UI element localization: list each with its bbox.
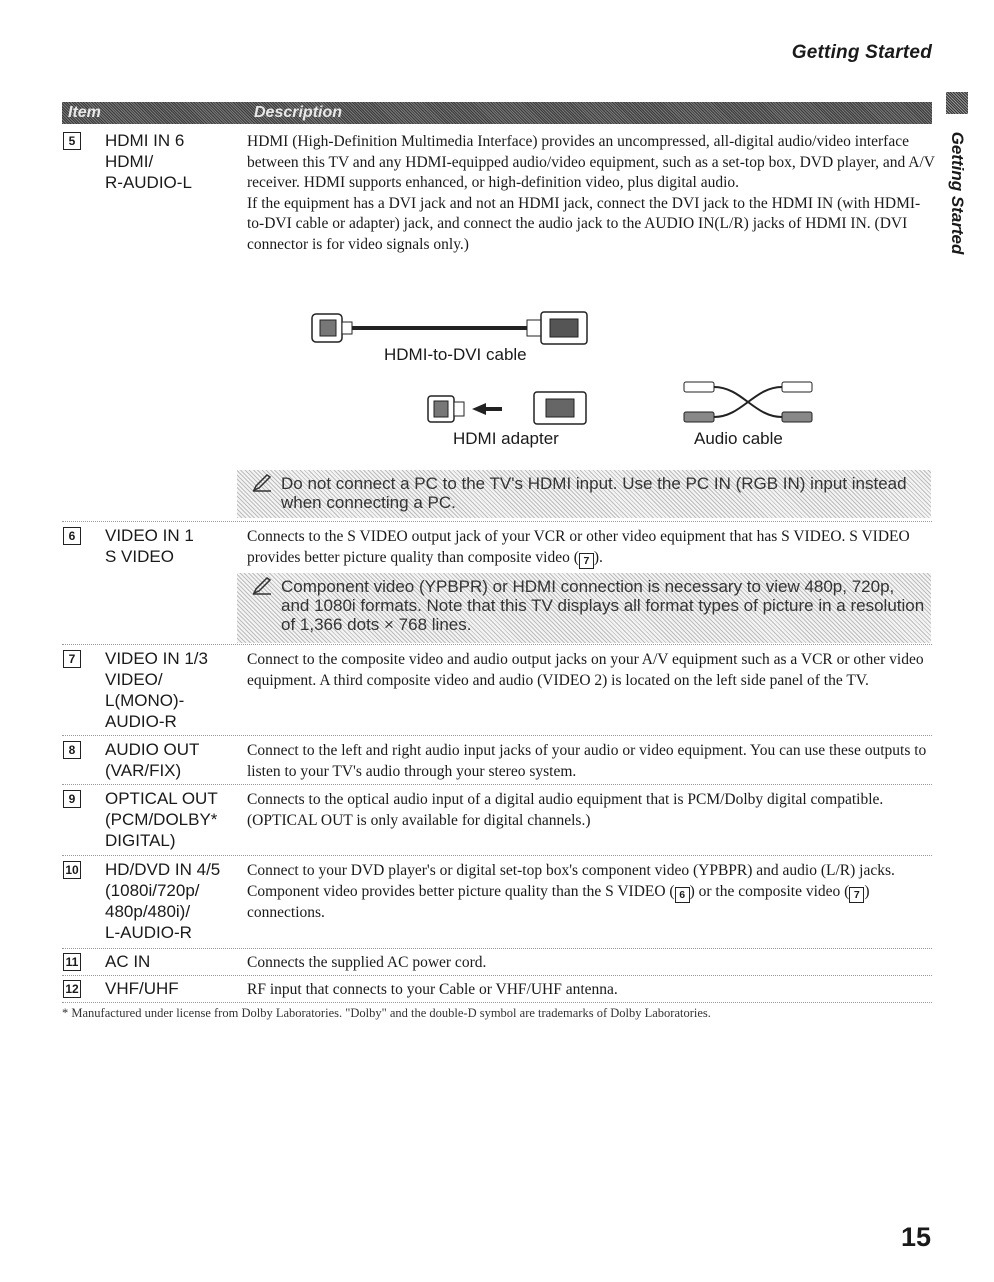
item-name: VHF/UHF [105, 979, 179, 998]
item-name: VIDEO IN 1 S VIDEO [105, 526, 194, 566]
item-description: Connect to the left and right audio input jacks of your audio or video equipment. You can use these outputs to listen to your TV's audio through your stereo system. [247, 742, 927, 780]
item-name: VIDEO IN 1/3 VIDEO/ L(MONO)- AUDIO-R [105, 649, 208, 731]
item-description: RF input that connects to your Cable or VHF/UHF antenna. [247, 981, 618, 998]
column-header-item: Item [68, 104, 101, 121]
item-number-badge: 6 [63, 527, 81, 545]
item-description: HDMI (High-Definition Multimedia Interface) provides an uncompressed, all-digital audio/video interface between this TV and any HDMI-equipped audio/video equipment, such as a set-top box, DVD player, and A/V receiver. HDMI supports enhanced, or high-definition video, plus digital audio. If the equipment has a DVI jack and not an HDMI jack, connect the DVI jack to the HDMI IN (with HDMI-to-DVI cable or adapter) jack, and connect the audio jack to the AUDIO IN(L/R) jacks of HDMI IN. (DVI connector is for video signals only.) [247, 133, 935, 253]
item-name: OPTICAL OUT (PCM/DOLBY* DIGITAL) [105, 789, 218, 850]
audio-cable-label: Audio cable [694, 429, 783, 448]
item-number-badge: 7 [63, 650, 81, 668]
table-row-12 [62, 975, 932, 1003]
item-description: Connect to the composite video and audio output jacks on your A/V equipment such as a VCR or other video equipment. A third composite video and audio (VIDEO 2) is located on the left side panel of the TV. [247, 651, 924, 689]
item-number-badge: 12 [63, 980, 81, 998]
item-number-badge: 8 [63, 741, 81, 759]
hdmi-to-dvi-cable-label: HDMI-to-DVI cable [384, 345, 527, 364]
item-number-badge: 5 [63, 132, 81, 150]
item-number-badge: 10 [63, 861, 81, 879]
table-row-9 [62, 784, 932, 855]
table-row-11 [62, 948, 932, 975]
side-tab-marker [946, 92, 968, 114]
inline-ref-badge: 7 [579, 553, 594, 569]
table-row-10 [62, 855, 932, 948]
page-number: 15 [900, 1222, 931, 1252]
footnote: * Manufactured under license from Dolby Laboratories. "Dolby" and the double-D symbol are trademarks of Dolby Laboratories. [62, 1006, 711, 1020]
item-description: Connects the supplied AC power cord. [247, 954, 487, 971]
column-header-description: Description [254, 104, 343, 121]
table-row-8 [62, 735, 932, 784]
item-description: Connects to the S VIDEO output jack of your VCR or other video equipment that has S VIDEO. S VIDEO provides better picture quality than composite video ( 7 ). [247, 528, 910, 567]
note-component-video: Component video (YPBPR) or HDMI connection is necessary to view 480p, 720p, and 1080i formats. Note that this TV displays all format types of picture in a resolution of 1,366 dots × 768 lines. [237, 573, 931, 643]
table-header [62, 102, 932, 124]
hdmi-adapter-label: HDMI adapter [453, 429, 559, 448]
item-description: Connect to your DVD player's or digital set-top box's component video (YPBPR) and audio (L/R) jacks. Component video provides better picture quality than the S VIDEO ( 6 ) or the composite video ( 7 ) connections. [247, 862, 895, 921]
item-name: AC IN [105, 952, 151, 971]
inline-ref-badge: 6 [675, 887, 690, 903]
side-tab-label: Getting Started [948, 131, 967, 255]
note-pencil-icon [251, 577, 273, 595]
item-name: HD/DVD IN 4/5 (1080i/720p/ 480p/480i)/ L-AUDIO-R [105, 860, 221, 942]
note-pencil-icon [251, 474, 273, 492]
item-number-badge: 9 [63, 790, 81, 808]
table-row-7 [62, 644, 932, 735]
page-section-title: Getting Started [791, 42, 932, 63]
item-number-badge: 11 [63, 953, 81, 971]
hdmi-to-dvi-cable-illustration [310, 310, 592, 346]
item-name: AUDIO OUT (VAR/FIX) [105, 740, 200, 780]
item-name: HDMI IN 6 HDMI/ R-AUDIO-L [105, 131, 192, 192]
note-pc-warning: Do not connect a PC to the TV's HDMI input. Use the PC IN (RGB IN) input instead when connecting a PC. [237, 470, 931, 518]
item-description: Connects to the optical audio input of a digital audio equipment that is PCM/Dolby digital compatible. (OPTICAL OUT is only available for digital channels.) [247, 791, 884, 829]
hdmi-adapter-illustration [426, 390, 596, 426]
table-row-6 [62, 521, 932, 574]
inline-ref-badge: 7 [849, 887, 864, 903]
audio-cable-illustration [682, 378, 814, 426]
